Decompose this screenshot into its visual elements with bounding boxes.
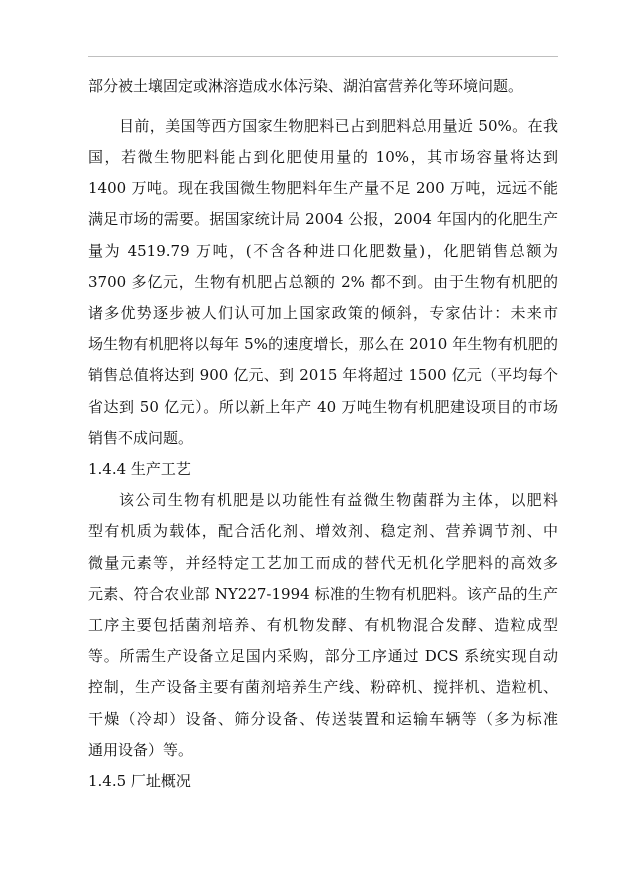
text-line: 该公司生物有机肥是以功能性有益微生物菌群为主体，以肥料 bbox=[119, 491, 558, 509]
header-rule bbox=[88, 56, 558, 57]
text-line: 目前，美国等西方国家生物肥料已占到肥料总用量近 50%。在我 bbox=[119, 117, 558, 135]
text-line: 国，若微生物肥料能占到化肥使用量的 10%，其市场容量将达到 bbox=[88, 148, 558, 166]
text-line: 3700 多亿元，生物有机肥占总额的 2% 都不到。由于生物有机肥的 bbox=[88, 273, 558, 291]
text-line: 通用设备）等。 bbox=[88, 741, 194, 759]
text-line: 1400 万吨。现在我国微生物肥料年生产量不足 200 万吨，远远不能 bbox=[88, 179, 558, 197]
text-line: 工序主要包括菌剂培养、有机物发酵、有机物混合发酵、造粒成型 bbox=[88, 616, 558, 634]
text-line: 型有机质为载体，配合活化剂、增效剂、稳定剂、营养调节剂、中 bbox=[88, 522, 558, 540]
text-line: 场生物有机肥将以每年 5%的速度增长，那么在 2010 年生物有机肥的 bbox=[88, 335, 558, 353]
text-line: 部分被土壤固定或淋溶造成水体污染、湖泊富营养化等环境问题。 bbox=[88, 77, 524, 95]
text-line: 量为 4519.79 万吨，(不含各种进口化肥数量)，化肥销售总额为 bbox=[88, 242, 558, 260]
text-line: 满足市场的需要。据国家统计局 2004 公报，2004 年国内的化肥生产 bbox=[88, 210, 558, 228]
text-line: 销售不成问题。 bbox=[88, 429, 194, 447]
text-line: 诸多优势逐步被人们认可加上国家政策的倾斜，专家估计：未来市 bbox=[88, 304, 558, 322]
text-line: 销售总值将达到 900 亿元、到 2015 年将超过 1500 亿元（平均每个 bbox=[88, 366, 558, 384]
section-heading: 1.4.5 厂址概况 bbox=[88, 772, 191, 790]
text-line: 元素、符合农业部 NY227-1994 标准的生物有机肥料。该产品的生产 bbox=[88, 585, 558, 603]
text-line: 省达到 50 亿元）。所以新上年产 40 万吨生物有机肥建设项目的市场 bbox=[88, 398, 558, 416]
section-heading: 1.4.4 生产工艺 bbox=[88, 460, 191, 478]
text-line: 控制，生产设备主要有菌剂培养生产线、粉碎机、搅拌机、造粒机、 bbox=[88, 678, 558, 696]
text-line: 微量元素等，并经特定工艺加工而成的替代无机化学肥料的高效多 bbox=[88, 554, 558, 572]
text-line: 干燥（冷却）设备、筛分设备、传送装置和运输车辆等（多为标准 bbox=[88, 710, 558, 728]
text-line: 等。所需生产设备立足国内采购，部分工序通过 DCS 系统实现自动 bbox=[88, 647, 558, 665]
